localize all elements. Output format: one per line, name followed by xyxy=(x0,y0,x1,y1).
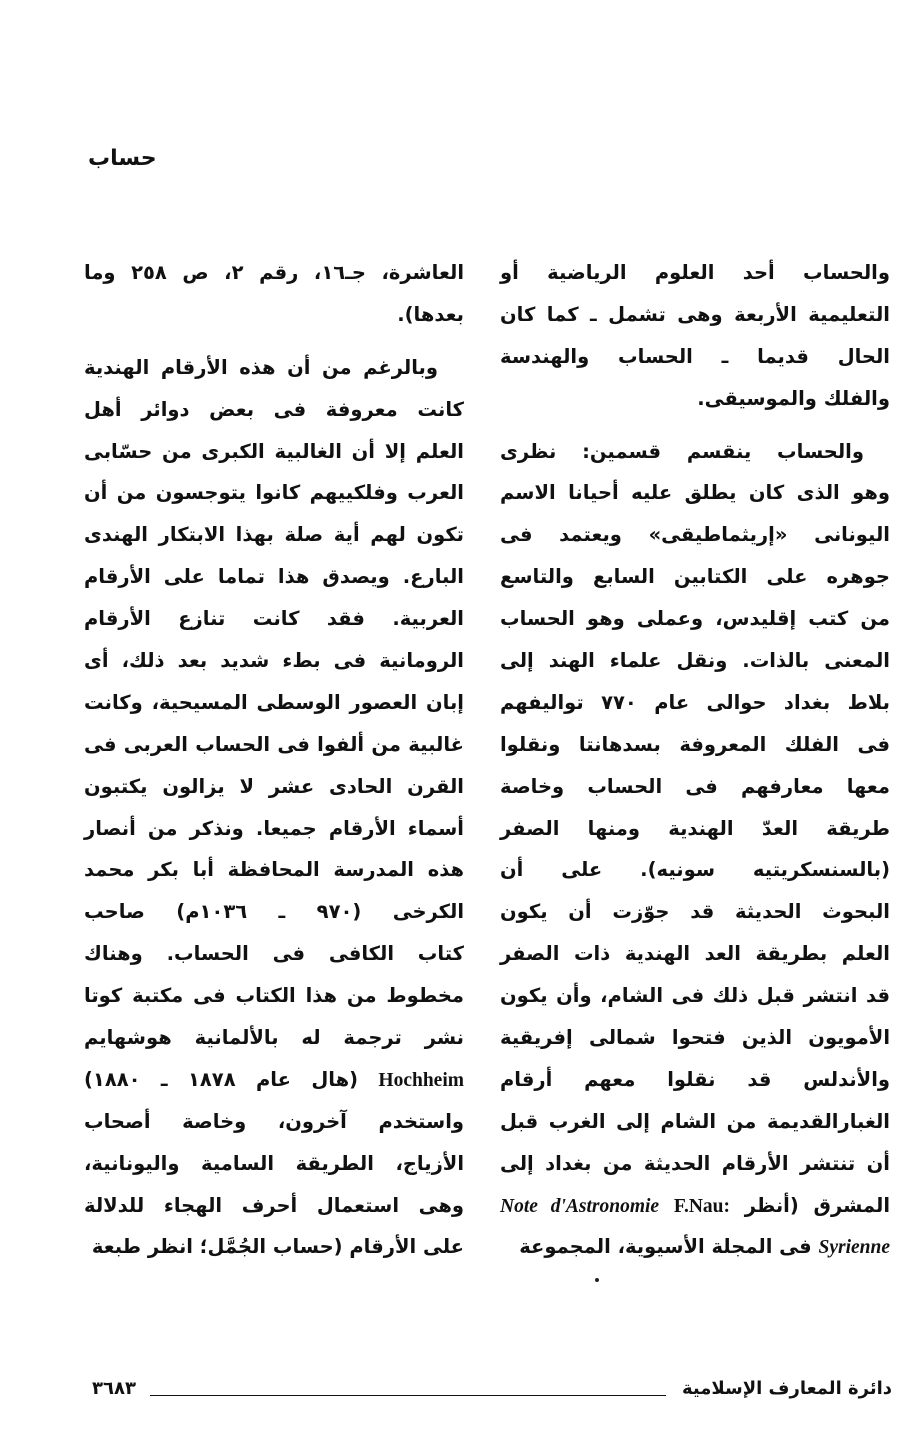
text-line: الأمويون الذين فتحوا شمالى إفريقية xyxy=(500,1026,890,1050)
footer-rule xyxy=(150,1395,666,1396)
text-line: طريقة العدّ الهندية ومنها الصفر xyxy=(500,816,890,840)
text-line: والأندلس قد نقلوا معهم أرقام xyxy=(500,1067,890,1091)
text-line: معها معارفهم فى الحساب وخاصة xyxy=(500,774,890,798)
paragraph xyxy=(500,431,890,1269)
latin-term: F.Nau: xyxy=(673,1195,730,1217)
text-line: المعنى بالذات. ونقل علماء الهند إلى xyxy=(500,649,890,673)
text-line: بعدها). xyxy=(397,302,464,326)
text-line: كتاب الكافى فى الحساب. وهناك xyxy=(84,942,464,966)
text-line: من كتب إقليدس، وعملى وهو الحساب xyxy=(500,607,890,631)
text-line: هذه المدرسة المحافظة أبا بكر محمد xyxy=(84,858,464,882)
left-column xyxy=(84,252,464,1279)
right-column xyxy=(500,252,890,1279)
text-line: إبان العصور الوسطى المسيحية، وكانت xyxy=(84,690,464,714)
text-line: أسماء الأرقام جميعا. ونذكر من أنصار xyxy=(84,816,464,840)
text-line: وهى استعمال أحرف الهجاء للدلالة xyxy=(84,1193,464,1217)
text-line: (بالسنسكريتيه سونيه). على أن xyxy=(500,858,890,882)
text-line: الأزياج، الطريقة السامية واليونانية، xyxy=(84,1151,464,1175)
text-line: والفلك والموسيقى. xyxy=(697,386,890,410)
latin-term: Hochheim xyxy=(378,1069,464,1091)
text-line: جوهره على الكتابين السابع والتاسع xyxy=(500,565,890,589)
running-header: حساب xyxy=(88,146,157,171)
text-line: تكون لهم أية صلة بهذا الابتكار الهندى xyxy=(84,523,464,547)
text-line: وهو الذى كان يطلق عليه أحيانا الاسم xyxy=(500,481,890,505)
text-line: العلم بطريقة العد الهندية ذات الصفر xyxy=(500,942,890,966)
page-number: ٣٦٨٣ xyxy=(92,1378,136,1399)
text-line: الحال قديما ـ الحساب والهندسة xyxy=(500,344,890,368)
text-line: والحساب أحد العلوم الرياضية أو xyxy=(500,261,890,284)
text-line: Hochheim (هال عام ١٨٧٨ ـ ١٨٨٠) xyxy=(84,1067,464,1091)
text-line: فى الفلك المعروفة بسدهانتا ونقلوا xyxy=(500,732,890,756)
print-speck xyxy=(595,1278,599,1282)
text-line: العاشرة، جـ١٦، رقم ٢، ص ٢٥٨ وما xyxy=(84,261,465,284)
text-line: التعليمية الأربعة وهى تشمل ـ كما كان xyxy=(500,302,890,326)
text-line: مخطوط من هذا الكتاب فى مكتبة كوتا xyxy=(84,984,464,1008)
latin-term: Syrienne xyxy=(818,1237,890,1259)
text-line: الكرخى (٩٧٠ ـ ١٠٣٦م) صاحب xyxy=(84,900,464,924)
text-line: قد انتشر قبل ذلك فى الشام، وأن يكون xyxy=(500,984,890,1008)
text-line: القرن الحادى عشر لا يزالون يكتبون xyxy=(84,774,464,798)
text-line: المشرق (أنظر F.Nau: Note d'Astronomie xyxy=(500,1193,890,1217)
text-line: كانت معروفة فى بعض دوائر أهل xyxy=(84,397,464,421)
publication-title: دائرة المعارف الإسلامية xyxy=(681,1378,892,1399)
text-line: العربية. فقد كانت تنازع الأرقام xyxy=(84,607,464,631)
text-line: غالبية من ألفوا فى الحساب العربى فى xyxy=(84,732,464,756)
text-line: البارع. ويصدق هذا تماما على الأرقام xyxy=(84,565,464,589)
paragraph xyxy=(500,252,890,420)
latin-term: Note d'Astronomie xyxy=(500,1195,660,1217)
text-line: والحساب ينقسم قسمين: نظرى xyxy=(500,439,864,463)
paragraph xyxy=(84,252,464,336)
text-line: العرب وفلكييهم كانوا يتوجسون من أن xyxy=(84,481,464,505)
text-line: الغبارالقديمة من الشام إلى الغرب قبل xyxy=(500,1109,890,1133)
page-footer xyxy=(92,1378,892,1404)
text-line: اليونانى «إريثماطيقى» ويعتمد فى xyxy=(500,523,890,547)
text-line: واستخدم آخرون، وخاصة أصحاب xyxy=(84,1109,464,1133)
text-line: وبالرغم من أن هذه الأرقام الهندية xyxy=(84,355,438,379)
text-line: البحوث الحديثة قد جوّزت أن يكون xyxy=(500,900,890,924)
text-line: أن تنتشر الأرقام الحديثة من بغداد إلى xyxy=(500,1151,890,1175)
text-line: الرومانية فى بطء شديد بعد ذلك، أى xyxy=(84,649,464,673)
text-line: العلم إلا أن الغالبية الكبرى من حسّابى xyxy=(84,439,464,463)
text-line: على الأرقام (حساب الجُمَّل؛ انظر طبعة xyxy=(91,1235,464,1259)
text-line: Syrienne فى المجلة الأسيوية، المجموعة xyxy=(519,1235,890,1259)
text-line: نشر ترجمة له بالألمانية هوشهايم xyxy=(84,1026,464,1050)
paragraph xyxy=(84,347,464,1269)
text-line: بلاط بغداد حوالى عام ٧٧٠ تواليفهم xyxy=(500,690,890,714)
